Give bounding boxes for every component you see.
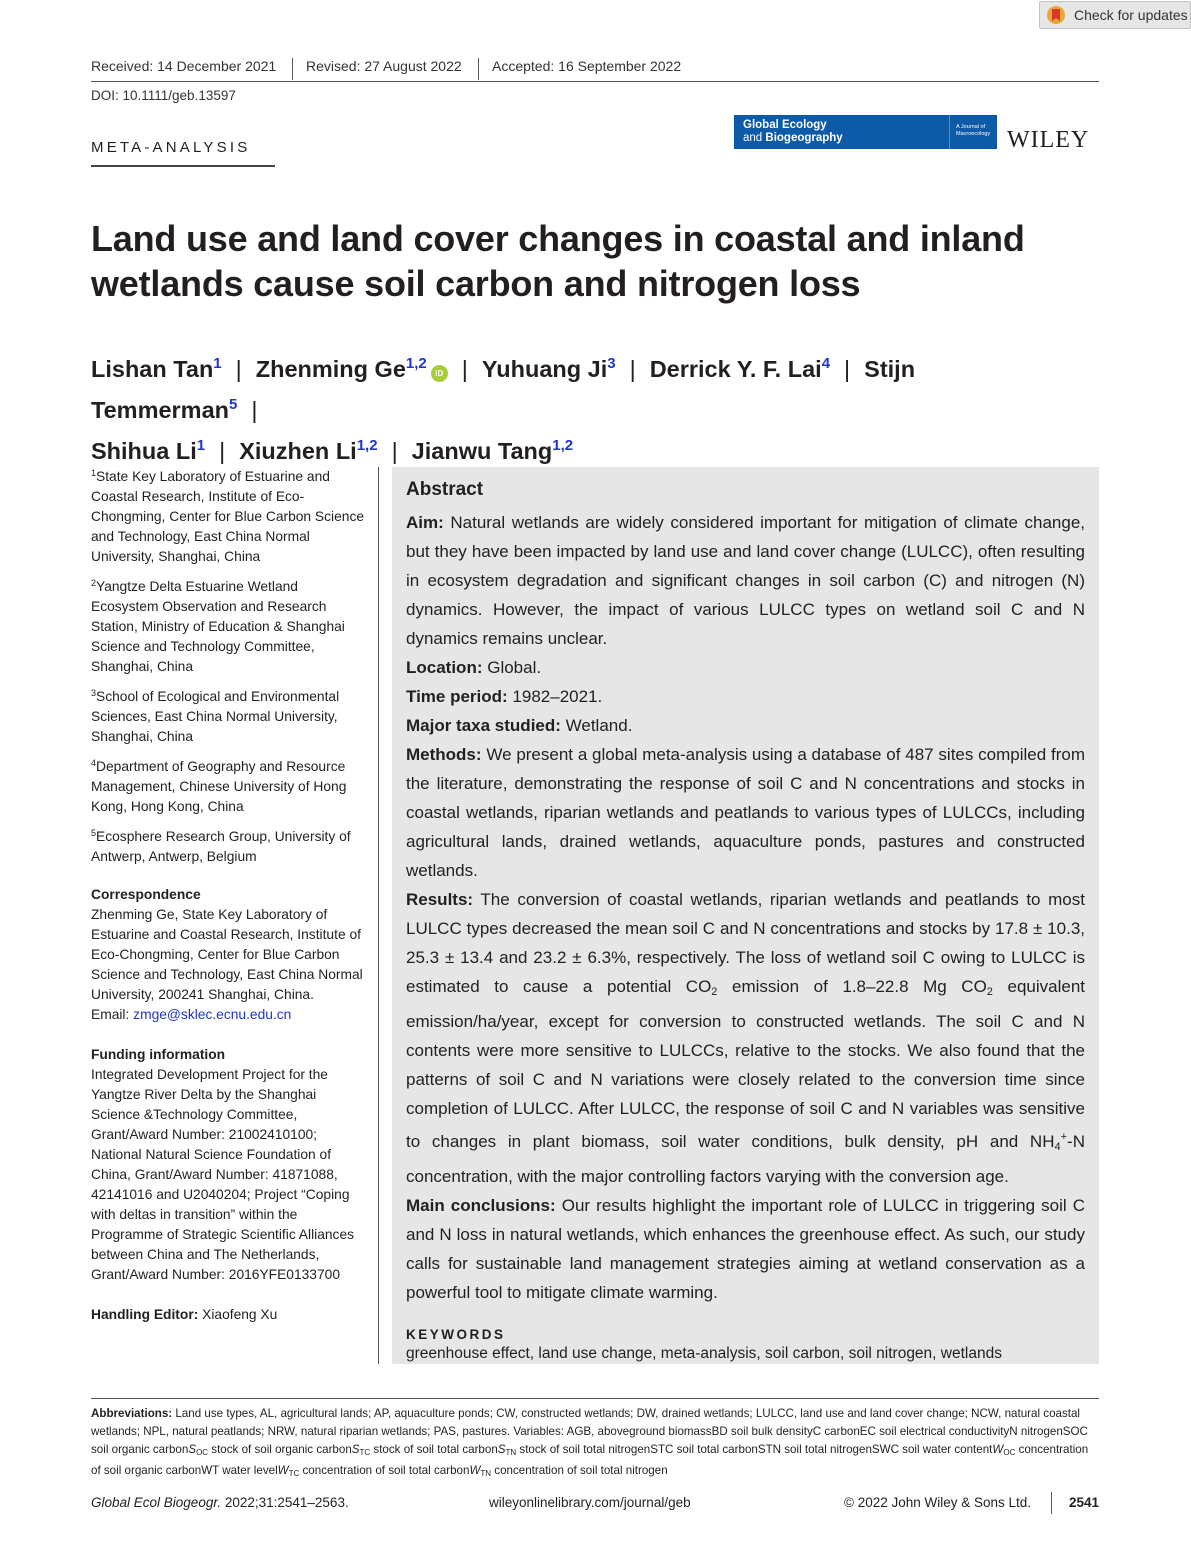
divider	[478, 58, 479, 80]
results-text: -N concentration, with the major controlling factors varying with the conversion age.	[406, 1132, 1085, 1186]
funding-heading: Funding information	[91, 1047, 226, 1062]
accepted-date: Accepted: 16 September 2022	[492, 58, 682, 74]
volume-pages: 2022;31:2541–2563.	[221, 1495, 349, 1510]
abbreviations-text: stock of soil total carbon	[370, 1443, 498, 1456]
abbreviations-label: Abbreviations:	[91, 1407, 173, 1420]
handling-editor-name: Xiaofeng Xu	[198, 1307, 278, 1322]
journal-name-line2: Biogeography	[765, 132, 843, 144]
check-for-updates-label: Check for updates	[1074, 7, 1188, 23]
superscript: +	[1060, 1131, 1068, 1143]
email-label: Email:	[91, 1007, 134, 1022]
affiliation-text: School of Ecological and Environmental Sciences, East China Normal University, Shanghai, China	[91, 689, 340, 744]
conclusions-label: Main conclusions:	[406, 1196, 556, 1215]
affiliation	[91, 573, 366, 677]
author-affiliation-ref[interactable]: 3	[607, 355, 616, 372]
journal-tagline-2: Macroecology	[956, 131, 991, 137]
subscript: 2	[986, 986, 993, 998]
affiliation-number: 1	[91, 468, 97, 478]
aim-label: Aim:	[406, 513, 444, 532]
email-link[interactable]: zmge@sklec.ecnu.edu.cn	[133, 1007, 292, 1022]
author-name[interactable]: Shihua Li	[91, 438, 197, 464]
journal-url[interactable]: wileyonlinelibrary.com/journal/geb	[489, 1495, 691, 1510]
author-affiliation-ref[interactable]: 1	[196, 437, 206, 454]
abstract-methods	[406, 740, 1085, 885]
aim-text: Natural wetlands are widely considered important for mitigation of climate change, but they have been impacted by land use and land cover change (LULCC), often resulting in ecosystem degradation and significant changes in soil carbon (C) and nitrogen (N) dynamics. However, the impact of various LULCC types on wetland soil C and N dynamics remains unclear.	[406, 513, 1085, 648]
author-separator: |	[629, 356, 636, 382]
subscript: TN	[505, 1448, 517, 1457]
results-text: equivalent emission/ha/year, except for conversion to constructed wetlands. The soil C and N contents were more sensitive to LULCCs, relative to the stocks. We also found that the patterns of soil C and N variations were closely related to the conversion time since completion of LULCC. After LULCC, the response of soil C and N variables was sensitive to changes in plant biomass, soil water conditions, bulk density, pH and NH	[406, 977, 1085, 1151]
author-separator: |	[251, 397, 258, 423]
journal-citation	[91, 1495, 349, 1510]
affiliation	[91, 683, 366, 747]
author-separator: |	[391, 438, 398, 464]
author-separator: |	[461, 356, 468, 382]
abstract-taxa	[406, 711, 1085, 740]
results-label: Results:	[406, 890, 474, 909]
revised-date: Revised: 27 August 2022	[306, 58, 462, 74]
check-for-updates-button[interactable]	[1039, 1, 1191, 29]
author-affiliation-ref[interactable]: 1,2	[405, 355, 427, 372]
article-history	[91, 58, 1099, 82]
subscript: TC	[359, 1448, 371, 1457]
symbol: W	[469, 1464, 481, 1477]
time-label: Time period:	[406, 687, 508, 706]
journal-tagline-1: A Journal of	[956, 124, 986, 130]
affiliation-text: State Key Laboratory of Estuarine and Coastal Research, Institute of Eco-Chongming, Center for Blue Carbon Science and Technology, East China Normal University, Shanghai, China	[91, 469, 365, 564]
author-affiliation-ref[interactable]: 4	[821, 355, 831, 372]
page-number: 2541	[1068, 1495, 1099, 1510]
keywords-heading: KEYWORDS	[406, 1327, 506, 1342]
abstract-conclusions	[406, 1191, 1085, 1307]
abstract-box	[392, 467, 1099, 1364]
journal-name-prefix: and	[743, 132, 766, 144]
column-divider	[378, 467, 379, 1364]
journal-abbrev: Global Ecol Biogeogr.	[91, 1495, 222, 1510]
author-separator: |	[235, 356, 242, 382]
publisher-logo[interactable]: WILEY	[1007, 127, 1090, 153]
abbreviations-text: Land use types, AL, agricultural lands; AP, aquaculture ponds; CW, constructed wetlands; DW, drained wetlands; LULCC, land use and land cover change; NCW, natural coastal wetlands; NPL, natural peatlands; NRW, natural riparian wetlands; PAS, pastures. Variables: AGB, aboveground biomassBD soil bulk densityC carbonEC soil electrical conductivityN nitrogenSOC soil organic carbon	[91, 1407, 1088, 1456]
handling-editor	[91, 1305, 366, 1325]
page-footer	[91, 1492, 1099, 1514]
subscript: OC	[196, 1448, 209, 1457]
logo-divider	[949, 115, 950, 149]
journal-logo[interactable]	[734, 115, 997, 149]
abstract-aim	[406, 508, 1085, 653]
abbreviations-text: stock of soil organic carbon	[208, 1443, 352, 1456]
affiliation-number: 5	[91, 828, 97, 838]
doi[interactable]: DOI: 10.1111/geb.13597	[91, 88, 236, 103]
affiliation-text: Ecosphere Research Group, University of Antwerp, Antwerp, Belgium	[91, 829, 351, 864]
footer-divider	[1051, 1492, 1052, 1514]
abstract-heading: Abstract	[406, 479, 484, 500]
subscript: 2	[711, 986, 718, 998]
journal-name-line1: Global Ecology	[743, 119, 827, 131]
article-title: Land use and land cover changes in coastal and inland wetlands cause soil carbon and nitrogen loss	[91, 218, 1025, 304]
abstract-time-period	[406, 682, 1085, 711]
affiliation	[91, 823, 366, 867]
author-affiliation-ref[interactable]: 1,2	[356, 437, 378, 454]
author-affiliation-ref[interactable]: 1,2	[552, 437, 574, 454]
taxa-text: Wetland.	[560, 716, 633, 735]
author-name[interactable]: Lishan Tan	[91, 356, 214, 382]
correspondence-email-line	[91, 1005, 366, 1025]
affiliation	[91, 753, 366, 817]
location-text: Global.	[482, 658, 542, 677]
front-matter-sidebar	[91, 463, 366, 1325]
keywords-list: greenhouse effect, land use change, meta-analysis, soil carbon, soil nitrogen, wetlands	[406, 1345, 1002, 1362]
correspondence-text: Zhenming Ge, State Key Laboratory of Estuarine and Coastal Research, Institute of Eco-Chongming, Center for Blue Carbon Science and Technology, East China Normal University, 200241 Shanghai, China.	[91, 907, 363, 1002]
author-affiliation-ref[interactable]: 1	[213, 355, 222, 372]
author-name[interactable]: Derrick Y. F. Lai	[649, 356, 822, 382]
location-label: Location:	[406, 658, 483, 677]
abbreviations-text: concentration of soil organic carbonWT water level	[91, 1443, 1089, 1477]
received-date: Received: 14 December 2021	[91, 58, 277, 74]
symbol: S	[188, 1443, 197, 1456]
orcid-icon[interactable]: iD	[431, 365, 448, 382]
abstract-location	[406, 653, 1085, 682]
author-separator: |	[844, 356, 851, 382]
author-name[interactable]: Yuhuang Ji	[481, 356, 608, 382]
symbol: W	[277, 1464, 289, 1477]
conclusions-text: Our results highlight the important role of LULCC in triggering soil C and N loss in natural wetlands, which enhances the greenhouse effect. As such, our study calls for sustainable land management strategies aiming at wetland conservation as a powerful tool to mitigate climate warming.	[406, 1196, 1085, 1302]
author-name[interactable]: Stijn Temmerman	[91, 356, 916, 423]
abstract-results	[406, 885, 1085, 1191]
abbreviations-footnote	[91, 1398, 1099, 1483]
copyright: © 2022 John Wiley & Sons Ltd.	[844, 1495, 1032, 1510]
abbreviations-text: concentration of soil total carbon	[299, 1464, 470, 1477]
subscript: TC	[288, 1469, 300, 1478]
author-name[interactable]: Jianwu Tang	[411, 438, 553, 464]
abbreviations-text: stock of soil total nitrogenSTC soil total carbonSTN soil total nitrogenSWC soil water content	[516, 1443, 993, 1456]
author-list	[91, 346, 1101, 469]
time-text: 1982–2021.	[507, 687, 603, 706]
affiliation-text: Yangtze Delta Estuarine Wetland Ecosystem Observation and Research Station, Ministry of Education & Shanghai Science and Technology Committee, Shanghai, China	[91, 579, 345, 674]
affiliation-number: 4	[91, 758, 97, 768]
taxa-label: Major taxa studied:	[406, 716, 561, 735]
author-name[interactable]: Xiuzhen Li	[239, 438, 357, 464]
symbol: W	[992, 1443, 1004, 1456]
affiliation	[91, 463, 366, 567]
subscript: 4	[1054, 1141, 1061, 1153]
symbol: S	[351, 1443, 360, 1456]
subscript: OC	[1003, 1448, 1016, 1457]
affiliation-text: Department of Geography and Resource Management, Chinese University of Hong Kong, Hong Kong, China	[91, 759, 347, 814]
bookmark-update-icon	[1046, 5, 1066, 25]
handling-editor-label: Handling Editor:	[91, 1307, 199, 1322]
results-text: The conversion of coastal wetlands, riparian wetlands and peatlands to most LULCC types decreased the mean soil C and N concentrations and stocks by 17.8 ± 10.3, 25.3 ± 13.4 and 23.2 ± 6.3%, respectively. The loss of wetland soil C owing to LULCC is estimated to cause a potential CO	[406, 890, 1085, 996]
divider	[292, 58, 293, 80]
methods-text: We present a global meta-analysis using a database of 487 sites compiled from the literature, demonstrating the response of soil C and N concentrations and stocks in coastal wetlands, riparian wetlands and peatlands to various types of LULCCs, including agricultural lands, drained wetlands, aquaculture ponds, pastures and constructed wetlands.	[406, 745, 1085, 880]
author-affiliation-ref[interactable]: 5	[229, 396, 238, 413]
results-text: emission of 1.8–22.8 Mg CO	[717, 977, 987, 996]
abbreviations-text: concentration of soil total nitrogen	[491, 1464, 668, 1477]
author-separator: |	[219, 438, 226, 464]
funding-text: Integrated Development Project for the Yangtze River Delta by the Shanghai Science &Technology Committee, Grant/Award Number: 21002410100; National Natural Science Foundation of China, Grant/Award Number: 41871088, 42141016 and U2040204; Project “Coping with deltas in transition” within the Programme of Strategic Scientific Alliances between China and The Netherlands, Grant/Award Number: 2016YFE0133700	[91, 1067, 355, 1282]
subscript: TN	[480, 1469, 492, 1478]
methods-label: Methods:	[406, 745, 482, 764]
symbol: S	[497, 1443, 506, 1456]
correspondence-heading: Correspondence	[91, 887, 201, 902]
article-type: META-ANALYSIS	[91, 139, 275, 167]
affiliation-number: 3	[91, 688, 97, 698]
affiliation-number: 2	[91, 578, 97, 588]
author-name[interactable]: Zhenming Ge	[255, 356, 406, 382]
